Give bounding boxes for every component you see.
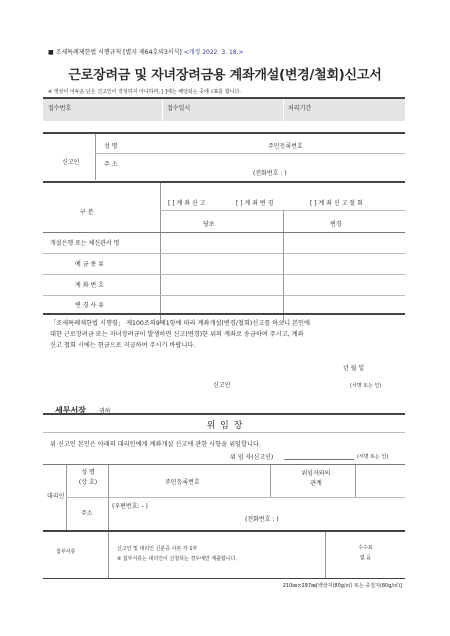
- statement-line-1: 「조세특례제한법 시행령」 제100조의9제1항에 따라 계좌개설(변경/철회)신고를 하오니 본인에: [50, 320, 310, 327]
- agent-company-label: (상 호): [78, 479, 98, 486]
- agent-name-cell: [70, 468, 106, 488]
- revision-note: <개정 2022. 3. 18.>: [183, 49, 244, 56]
- agent-postal: (우편번호: - ): [112, 503, 148, 510]
- applicant-phone: (전화번호 : ): [253, 170, 287, 177]
- receipt-row: [43, 99, 405, 121]
- date-line: 년 월 일: [343, 365, 365, 372]
- instruction-note: ※ 색상이 어두운 난은 신고인이 작성하지 아니하며, [ ]에는 해당되는 곳에 √표를 합니다.: [48, 89, 241, 95]
- delegator-label: 위 임 자(신고인): [230, 454, 274, 461]
- account-number-label: 계 좌 번 호: [75, 282, 104, 289]
- page-title: 근로장려금 및 자녀장려금용 계좌개설(변경/철회)신고서: [68, 68, 382, 83]
- fee-label: 수수료: [358, 545, 373, 551]
- fee-value: 없 음: [359, 555, 372, 561]
- statement-line-2: 대한 근로장려금 또는 자녀장려금이 발생하면 신고(변경)한 위의 계좌로 송금하여 주시고, 계좌: [50, 331, 304, 338]
- classification-label: 구 분: [80, 209, 94, 216]
- delegation-title: 위 임 장: [206, 421, 244, 431]
- bullet-icon: ■: [48, 49, 54, 56]
- original-column-label: 당초: [203, 221, 215, 228]
- agent-address-label: 주소: [81, 510, 93, 517]
- signature-hint: (서명 또는 인): [350, 383, 382, 389]
- statement-text: [50, 318, 402, 351]
- fee-cell: [326, 543, 405, 563]
- delegator-signature-hint: (서명 또는 인): [357, 454, 389, 460]
- agent-name-label: 성 명: [81, 469, 95, 476]
- receipt-date-label: 접수일시: [167, 105, 191, 112]
- changed-column-label: 변경: [330, 221, 342, 228]
- applicant-address-label: 주 소: [104, 161, 118, 168]
- agent-relation-label-2: 관계: [310, 480, 322, 487]
- change-reason-label: 변 경 사 유: [75, 302, 104, 309]
- rule-reference: 조세특례제한법 시행규칙 [별지 제64호의3서식]: [55, 49, 182, 56]
- attachment-line-2: ※ 첨부서류는 대리인이 신청하는 경우에만 제출합니다.: [117, 556, 237, 562]
- applicant-name-label: 성 명: [104, 143, 118, 150]
- paper-spec-footer: 210㎜×297㎜[백상지(80g/㎡) 또는 중질지(80g/㎡)]: [282, 583, 402, 589]
- statement-line-3: 신고 철회 시에는 현금으로 지급하여 주시기 바랍니다.: [50, 342, 196, 349]
- agent-relation-label-1: 위임자와의: [301, 470, 331, 477]
- agent-label: 대리인: [47, 493, 65, 500]
- agent-rrn-label: 주민등록번호: [165, 479, 200, 486]
- applicant-rrn-label: 주민등록번호: [268, 143, 303, 150]
- applicant-label: 신고인: [62, 159, 80, 166]
- option-account-report[interactable]: [ ] 계 좌 신 고: [168, 200, 206, 207]
- recipient-title: 세무서장: [55, 406, 86, 415]
- option-report-withdraw[interactable]: [ ] 계 좌 신 고 철 회: [310, 200, 363, 207]
- header-line: [48, 47, 244, 56]
- receipt-number-label: 접수번호: [48, 105, 72, 112]
- signer-label: 신고인: [213, 382, 231, 389]
- attachment-line-1: 신고인 및 대리인 신분증 사본 각 1부: [117, 546, 198, 552]
- agent-phone: (전화번호 : ): [245, 516, 279, 523]
- deposit-type-label: 예 금 종 류: [75, 261, 104, 268]
- agent-relation-cell: [286, 469, 346, 489]
- recipient-suffix: 귀하: [99, 408, 111, 415]
- processing-period-label: 처리기간: [288, 105, 312, 112]
- option-account-change[interactable]: [ ] 계 좌 변 경: [236, 200, 274, 207]
- bank-name-label: 개설은행 또는 체신관서 명: [50, 240, 120, 247]
- attachments-label: 첨부서류: [56, 549, 76, 555]
- delegation-text: 위 신고인 본인은 아래의 대리인에게 계좌개설 신고에 관한 사항을 위임합니다.: [50, 441, 261, 448]
